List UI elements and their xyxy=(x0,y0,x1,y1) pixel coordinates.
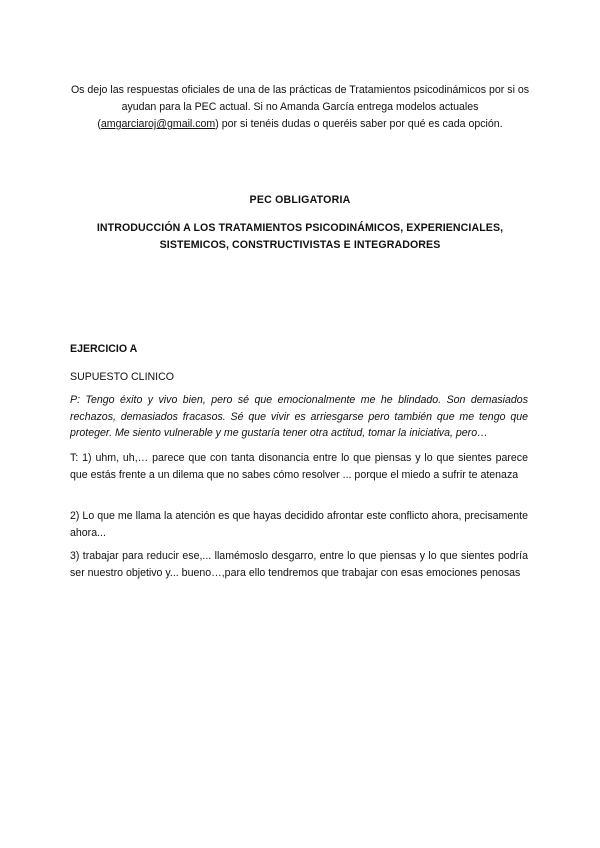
intro-text-after: ) por si tenéis dudas o queréis saber por qué es cada opción. xyxy=(215,118,503,130)
case-label: SUPUESTO CLINICO xyxy=(70,371,174,383)
intro-text-before: Os dejo las respuestas oficiales de una de las prácticas de Tratamientos psicodinámicos por si os ayudan para la PEC actual. Si no Amanda García entrega modelos actuales ( xyxy=(70,84,530,130)
therapist-response-2: 2) Lo que me llama la atención es que hayas decidido afrontar este conflicto ahora, precisamente ahora... xyxy=(70,510,528,539)
course-title: INTRODUCCIÓN A LOS TRATAMIENTOS PSICODINÁMICOS, EXPERIENCIALES, SISTEMICOS, CONSTRUCTIVISTAS E INTEGRADORES xyxy=(96,222,504,251)
email-link[interactable]: amgarciaroj@gmail.com xyxy=(100,118,216,130)
intro-paragraph xyxy=(66,82,534,133)
therapist-response-3: 3) trabajar para reducir ese,... llamémoslo desgarro, entre lo que piensas y lo que sientes podría ser nuestro objetivo y... bueno…,para ello tendremos que trabajar con esas emociones penosas xyxy=(70,550,528,579)
patient-statement: P: Tengo éxito y vivo bien, pero sé que emocionalmente me he blindado. Son demasiados rechazos, demasiados fracasos. Sé que vivir es arriesgarse pero también que me tengo que proteger. Me siento vulnerable y me gustaría tener otra actitud, tomar la iniciativa, pero… xyxy=(70,394,528,439)
therapist-response-1: T: 1) uhm, uh,… parece que con tanta disonancia entre lo que piensas y lo que sientes parece que estás frente a un dilema que no sabes cómo resolver ... porque el miedo a sufrir te atenaza xyxy=(70,452,528,481)
pec-title: PEC OBLIGATORIA xyxy=(249,194,351,206)
exercise-heading: EJERCICIO A xyxy=(70,343,138,355)
